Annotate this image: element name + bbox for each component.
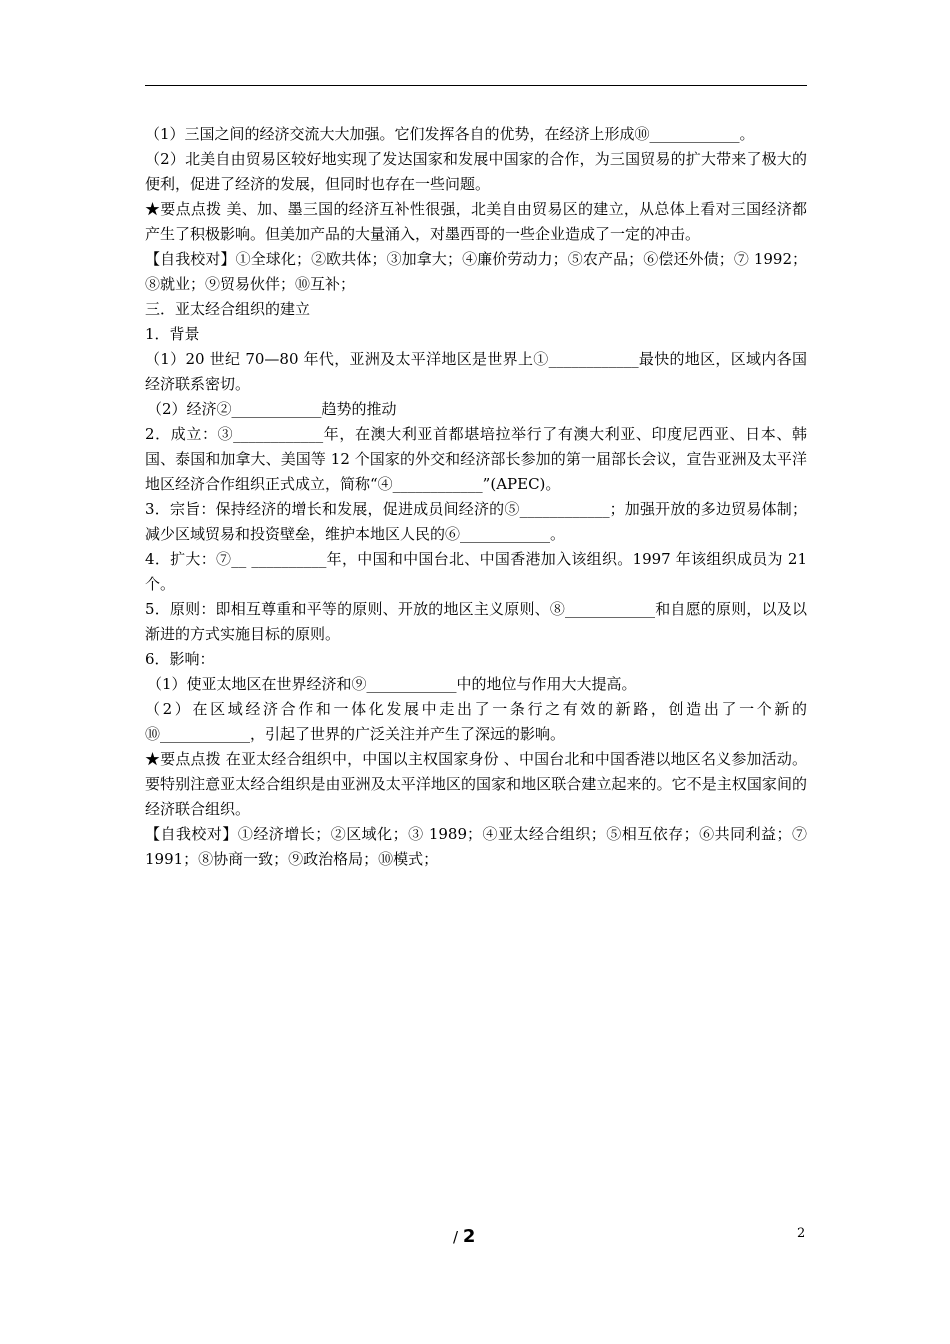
paragraph: 2．成立：③____________年，在澳大利亚首都堪培拉举行了有澳大利亚、印度尼西亚、日本、韩国、泰国和加拿大、美国等 12 个国家的外交和经济部长参加的第一届部长会议，宣告亚洲及太平洋地区经济合作组织正式成立，简称“④____________”(APEC)。: [145, 425, 807, 493]
paragraph: （2）经济②____________趋势的推动: [147, 400, 397, 418]
paragraph: （2）在区域经济合作和一体化发展中走出了一条行之有效的新路，创造出了一个新的⑩____________，引起了世界的广泛关注并产生了深远的影响。: [145, 700, 807, 743]
paragraph: （1）20 世纪 70—80 年代，亚洲及太平洋地区是世界上①____________最快的地区，区域内各国经济联系密切。: [145, 350, 807, 393]
page-number: 2: [797, 1226, 806, 1241]
paragraph: （1）使亚太地区在世界经济和⑨____________中的地位与作用大大提高。: [147, 675, 637, 693]
page-total-footer: [453, 1226, 475, 1247]
paragraph: 5．原则：即相互尊重和平等的原则、开放的地区主义原则、⑧____________和自愿的原则，以及以渐进的方式实施目标的原则。: [145, 600, 807, 643]
paragraph: 3．宗旨：保持经济的增长和发展，促进成员间经济的⑤____________；加强开放的多边贸易体制；减少区域贸易和投资壁垒，维护本地区人民的⑥____________。: [145, 500, 807, 543]
section-heading: 三．亚太经合组织的建立: [145, 300, 311, 318]
header-rule: [145, 85, 807, 86]
paragraph: ★要点点拨 在亚太经合组织中，中国以主权国家身份 、中国台北和中国香港以地区名义参加活动。要特别注意亚太经合组织是由亚洲及太平洋地区的国家和地区联合建立起来的。它不是主权国家间的经济联合组织。: [145, 750, 807, 818]
paragraph: （2）北美自由贸易区较好地实现了发达国家和发展中国家的合作，为三国贸易的扩大带来了极大的便利，促进了经济的发展，但同时也存在一些问题。: [145, 150, 807, 193]
paragraph: 4．扩大：⑦__ __________年，中国和中国台北、中国香港加入该组织。1997 年该组织成员为 21 个。: [145, 550, 807, 593]
paragraph: ★要点点拨 美、加、墨三国的经济互补性很强，北美自由贸易区的建立，从总体上看对三国经济都产生了积极影响。但美加产品的大量涌入，对墨西哥的一些企业造成了一定的冲击。: [145, 200, 807, 243]
paragraph: 【自我校对】①全球化；②欧共体；③加拿大；④廉价劳动力；⑤农产品；⑥偿还外债；⑦ 1992；⑧就业；⑨贸易伙伴；⑩互补；: [145, 250, 807, 293]
subheading: 6．影响：: [145, 650, 215, 668]
paragraph: （1）三国之间的经济交流大大加强。它们发挥各自的优势，在经济上形成⑩____________。: [145, 125, 755, 143]
subheading: 1．背景: [145, 325, 200, 343]
document-body: [145, 122, 807, 872]
page-total: 2: [462, 1226, 476, 1247]
paragraph: 【自我校对】①经济增长；②区域化；③ 1989；④亚太经合组织；⑤相互依存；⑥共同利益；⑦ 1991；⑧协商一致；⑨政治格局；⑩模式；: [145, 825, 807, 868]
page-total-prefix: /: [453, 1228, 463, 1246]
